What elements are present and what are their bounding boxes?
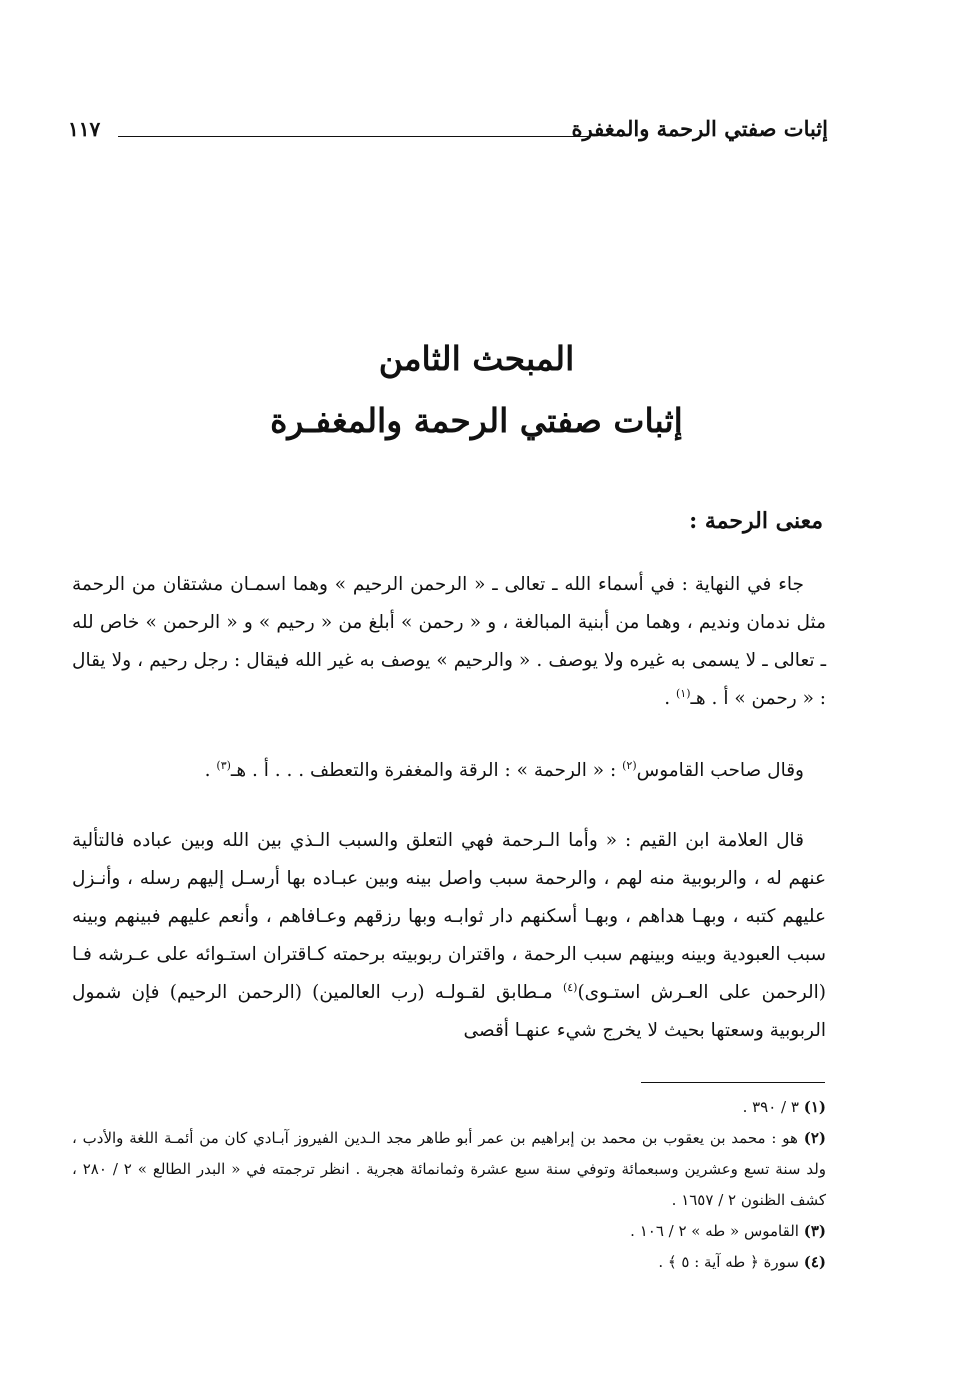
section-heading: معنى الرحمة : (689, 508, 823, 534)
footnote-ref: (٣) (216, 758, 231, 772)
footnote-text: ٣ / ٣٩٠ . (742, 1098, 799, 1116)
paragraph-nihaya (72, 566, 826, 718)
footnote-text: القاموس « طه » ٢ / ١٠٦ . (630, 1222, 799, 1240)
footnote-text: هو : محمد بن يعقوب بن محمد بن إبراهيم بن عمر أبو طاهر مجد الـدين الفيروز آبـادي كان من أئمـة اللغة والأدب ، ولد سنة تسع وعشرين وسبعمائة وتوفي سنة سبع عشرة وثمانمائة هجرية . انظر ترجمته في « البدر الطالع » ٢ / ٢٨٠ ، كشف الظنون ٢ / ١٦٥٧ . (72, 1129, 827, 1209)
page-number: ١١٧ (68, 117, 101, 141)
footnote-number: (٢) (803, 1129, 826, 1147)
paragraph-end: . (664, 688, 676, 709)
footnote-number: (١) (803, 1098, 826, 1116)
footnote-item (72, 1216, 826, 1247)
paragraph-text: جاء في النهاية : في أسماء الله ـ تعالى ـ « الرحمن الرحيم » وهما اسمـان مشتقان من الرحمة مثل ندمان ونديم ، وهما من أبنية المبالغة ، و « رحمن » أبلغ من « رحيم » و « الرحمن » خاص لله ـ تعالى ـ لا يسمى به غيره ولا يوصف . « والرحيم » يوصف به غير الله فيقال : رجل رحيم ، ولا يقال : « رحمن » أ . هـ (72, 574, 826, 709)
footnotes (72, 1092, 826, 1278)
chapter-heading: المبحث الثامن (378, 339, 575, 378)
footnote-text: سورة ﴿ طه آية : ٥ ﴾ . (658, 1253, 799, 1271)
header-rule (118, 136, 588, 137)
paragraph-end: . (204, 760, 217, 781)
footnote-ref: (١) (675, 686, 691, 700)
footnote-number: (٤) (803, 1253, 826, 1271)
running-header-title: إثبات صفتي الرحمة والمغفرة (571, 116, 828, 141)
footnote-ref: (٤) (562, 980, 578, 994)
running-header (68, 112, 828, 148)
paragraph-text: وقال صاحب القاموس (636, 760, 804, 781)
footnote-separator (641, 1082, 825, 1083)
paragraph-text-continued: : « الرحمة » : الرقة والمغفرة والتعطف . . . أ . هـ (230, 760, 623, 781)
footnote-item (72, 1247, 826, 1278)
footnote-item (72, 1092, 826, 1123)
chapter-title: إثبات صفتي الرحمة والمغفـرة (270, 401, 683, 440)
paragraph-text-continued: مـطابق لقـولـه (رب العالمين) (الرحمن الرحيم) فإن شمول الربوبية وسعتها بحيث لا يخرج شيء عنهـا أقصى (72, 982, 826, 1041)
paragraph-text: قال العلامة ابن القيم : « وأما الـرحمة فهي التعلق والسبب الـذي بين الله وبين عباده فالتألية عنهم له ، والربوبية منه لهم ، والرحمة سبب واصل بينه وبين عبـاده بها أرسـل إليهم رسله ، وأنـزل عليهم كتبه ، وبهـا هداهم ، وبهـا أسكنهم دار ثوابـه وبها رزقهم وعـافاهم ، وأنعم عليهم فبينهم وبينه سبب العبودية وبينه وبينهم سبب الرحمة ، واقتران ربوبيته برحمته كـاقتران استـوائه على عـرشه فـا (الرحمن على العـرش استـوى) (72, 830, 827, 1003)
footnote-number: (٣) (803, 1222, 826, 1240)
footnote-ref: (٢) (622, 758, 637, 772)
paragraph-ibn-qayyim (72, 822, 826, 1050)
footnote-item (72, 1123, 826, 1216)
paragraph-qamus (72, 752, 826, 790)
